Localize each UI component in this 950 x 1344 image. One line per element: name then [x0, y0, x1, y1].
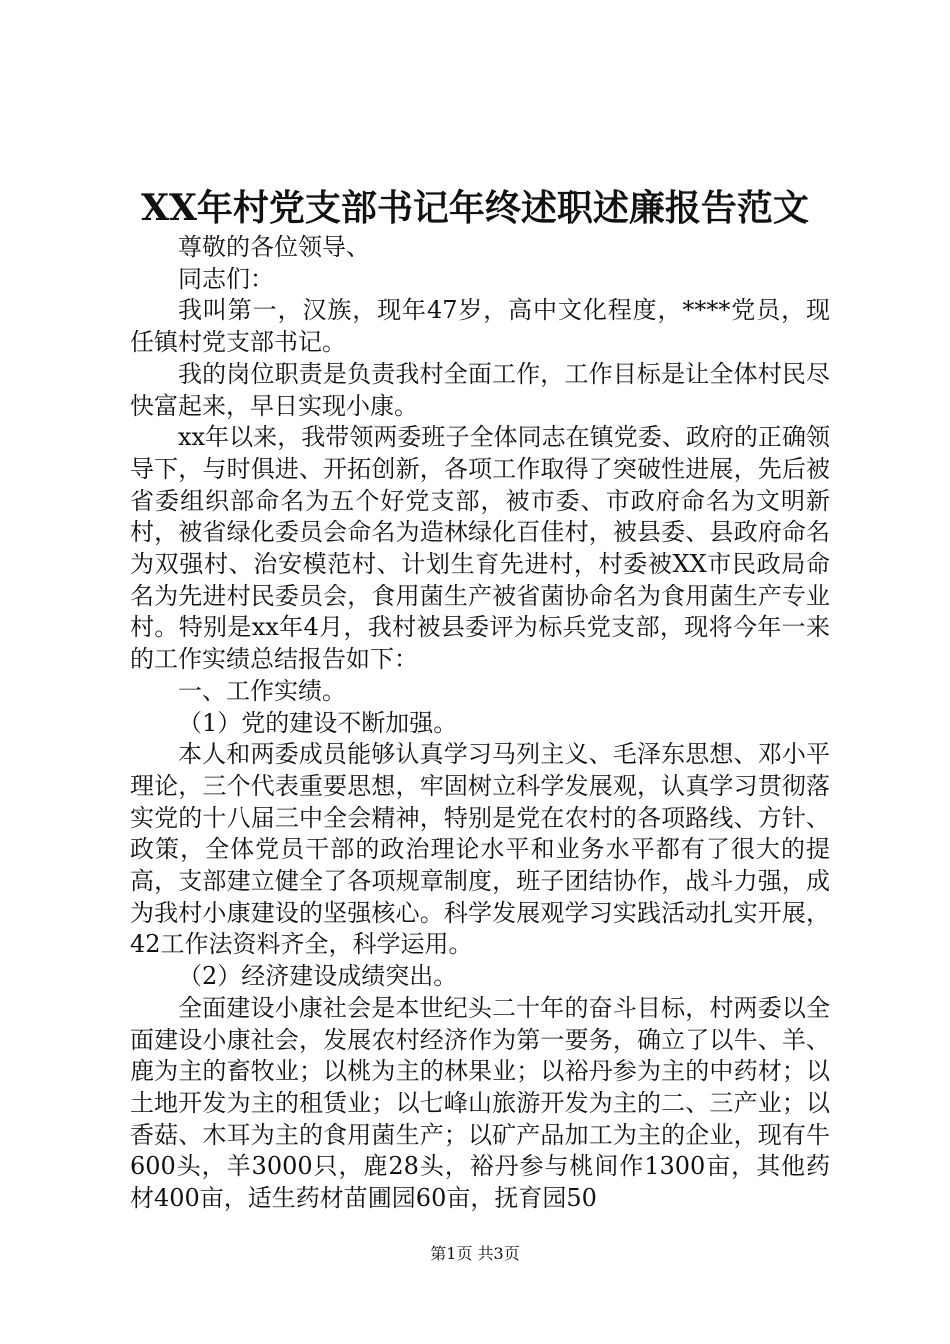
paragraph-party-building: 本人和两委成员能够认真学习马列主义、毛泽东思想、邓小平理论，三个代表重要思想，牢固树立科学发展观，认真学习贯彻落实党的十八届三中全会精神，特别是党在农村的各项路线、方针、政策，全体党员干部的政治理论水平和业务水平都有了很大的提高，支部建立健全了各项规章制度，班子团结协作，战斗力强，成为我村小康建设的坚强核心。科学发展观学习实践活动扎实开展，42工作法资料齐全，科学运用。: [130, 740, 830, 959]
paragraph-duties: 我的岗位职责是负责我村全面工作，工作目标是让全体村民尽快富起来，早日实现小康。: [130, 359, 830, 420]
subsection-heading-party-building: （1）党的建设不断加强。: [178, 708, 458, 737]
page-number-footer: 第1页 共3页: [430, 1244, 520, 1263]
subsection-heading-economic: （2）经济建设成绩突出。: [178, 962, 458, 991]
salutation-line-1: 尊敬的各位领导、: [178, 233, 370, 261]
paragraph-achievements-overview: xx年以来，我带领两委班子全体同志在镇党委、政府的正确领导下，与时俱进、开拓创新，各项工作取得了突破性进展，先后被省委组织部命名为五个好党支部，被市委、市政府命名为文明新村，被省绿化委员会命名为造林绿化百佳村，被县委、县政府命名为双强村、治安模范村、计划生育先进村，村委被XX市民政局命名为先进村民委员会，食用菌生产被省菌协命名为食用菌生产专业村。特别是xx年4月，我村被县委评为标兵党支部，现将今年一来的工作实绩总结报告如下：: [130, 423, 830, 674]
document-body: [130, 232, 830, 1215]
paragraph-intro: 我叫第一，汉族，现年47岁，高中文化程度，****党员，现任镇村党支部书记。: [130, 296, 830, 357]
paragraph-economic: 全面建设小康社会是本世纪头二十年的奋斗目标，村两委以全面建设小康社会，发展农村经济作为第一要务，确立了以牛、羊、鹿为主的畜牧业；以桃为主的林果业；以裕丹参为主的中药材；以土地开发为主的租赁业；以七峰山旅游开发为主的二、三产业；以香菇、木耳为主的食用菌生产；以矿产品加工为主的企业，现有牛600头，羊3000只，鹿28头，裕丹参与桃间作1300亩，其他药材400亩，适生药材苗圃园60亩，抚育园50: [130, 993, 830, 1213]
section-heading-work-results: 一、工作实绩。: [178, 676, 346, 705]
document-title: XX年村党支部书记年终述职述廉报告范文: [141, 187, 809, 229]
salutation-line-2: 同志们：: [178, 264, 274, 293]
